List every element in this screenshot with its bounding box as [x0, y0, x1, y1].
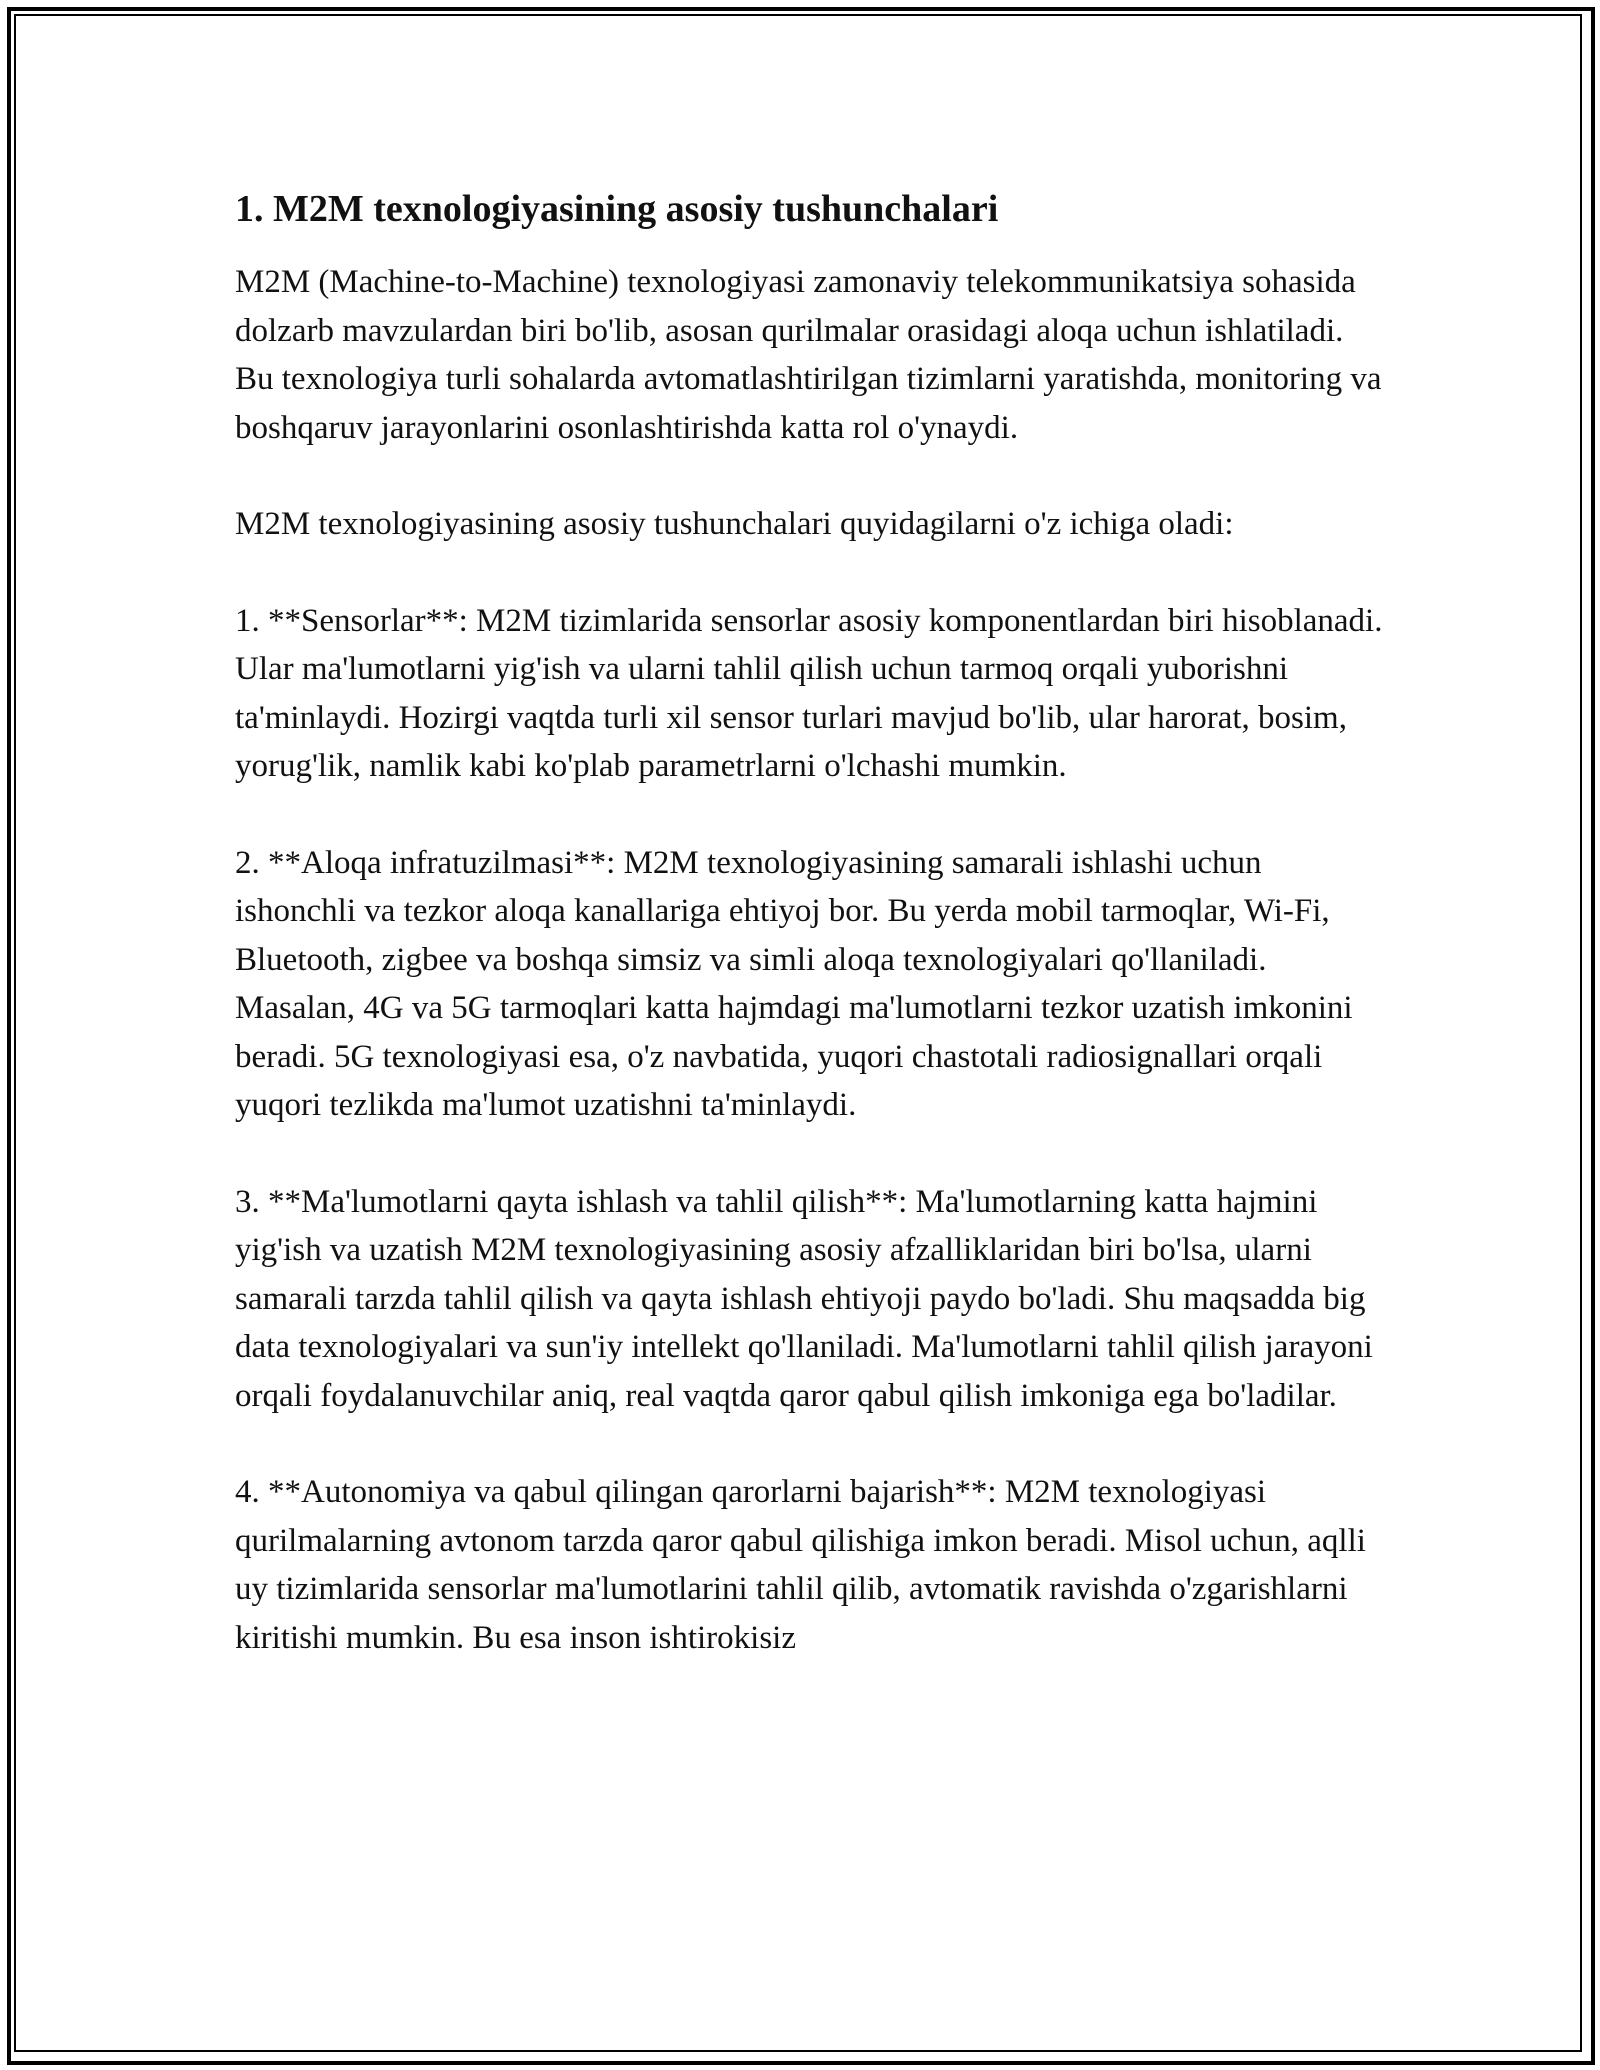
- lead-in-paragraph: M2M texnologiyasining asosiy tushunchalari quyidagilarni o'z ichiga oladi:: [235, 506, 1234, 542]
- item-autonomy-paragraph: 4. **Autonomiya va qabul qilingan qarorlarni bajarish**: M2M texnologiyasi qurilmalarning avtonom tarzda qaror qabul qilishiga imkon beradi. Misol uchun, aqlli uy tizimlarida sensorlar ma'lumotlarini tahlil qilib, avtomatik ravishda o'zgarishlarni kiritishi mumkin. Bu esa inson ishtirokisiz: [235, 1474, 1366, 1656]
- section-heading: 1. M2M texnologiyasining asosiy tushunchalari: [235, 188, 999, 230]
- document-body: [235, 186, 1385, 1710]
- item-communication-paragraph: 2. **Aloqa infratuzilmasi**: M2M texnologiyasining samarali ishlashi uchun ishonchli va tezkor aloqa kanallariga ehtiyoj bor. Bu yerda mobil tarmoqlar, Wi-Fi, Bluetooth, zigbee va boshqa simsiz va simli aloqa texnologiyalari qo'llaniladi. Masalan, 4G va 5G tarmoqlari katta hajmdagi ma'lumotlarni tezkor uzatish imkonini beradi. 5G texnologiyasi esa, o'z navbatida, yuqori chastotali radiosignallari orqali yuqori tezlikda ma'lumot uzatishni ta'minlaydi.: [235, 844, 1353, 1123]
- item-sensors-paragraph: 1. **Sensorlar**: M2M tizimlarida sensorlar asosiy komponentlardan biri hisoblanadi. Ular ma'lumotlarni yig'ish va ularni tahlil qilish uchun tarmoq orqali yuborishni ta'minlaydi. Hozirgi vaqtda turli xil sensor turlari mavjud bo'lib, ular harorat, bosim, yorug'lik, namlik kabi ko'plab parametrlarni o'lchashi mumkin.: [235, 602, 1383, 784]
- item-data-processing-paragraph: 3. **Ma'lumotlarni qayta ishlash va tahlil qilish**: Ma'lumotlarning katta hajmini yig'ish va uzatish M2M texnologiyasining asosiy afzalliklaridan biri bo'lsa, ularni samarali tarzda tahlil qilish va qayta ishlash ehtiyoji paydo bo'ladi. Shu maqsadda big data texnologiyalari va sun'iy intellekt qo'llaniladi. Ma'lumotlarni tahlil qilish jarayoni orqali foydalanuvchilar aniq, real vaqtda qaror qabul qilish imkoniga ega bo'ladilar.: [235, 1183, 1373, 1414]
- intro-paragraph: M2M (Machine-to-Machine) texnologiyasi zamonaviy telekommunikatsiya sohasida dolzarb mavzulardan biri bo'lib, asosan qurilmalar orasidagi aloqa uchun ishlatiladi. Bu texnologiya turli sohalarda avtomatlashtirilgan tizimlarni yaratishda, monitoring va boshqaruv jarayonlarini osonlashtirishda katta rol o'ynaydi.: [235, 264, 1382, 446]
